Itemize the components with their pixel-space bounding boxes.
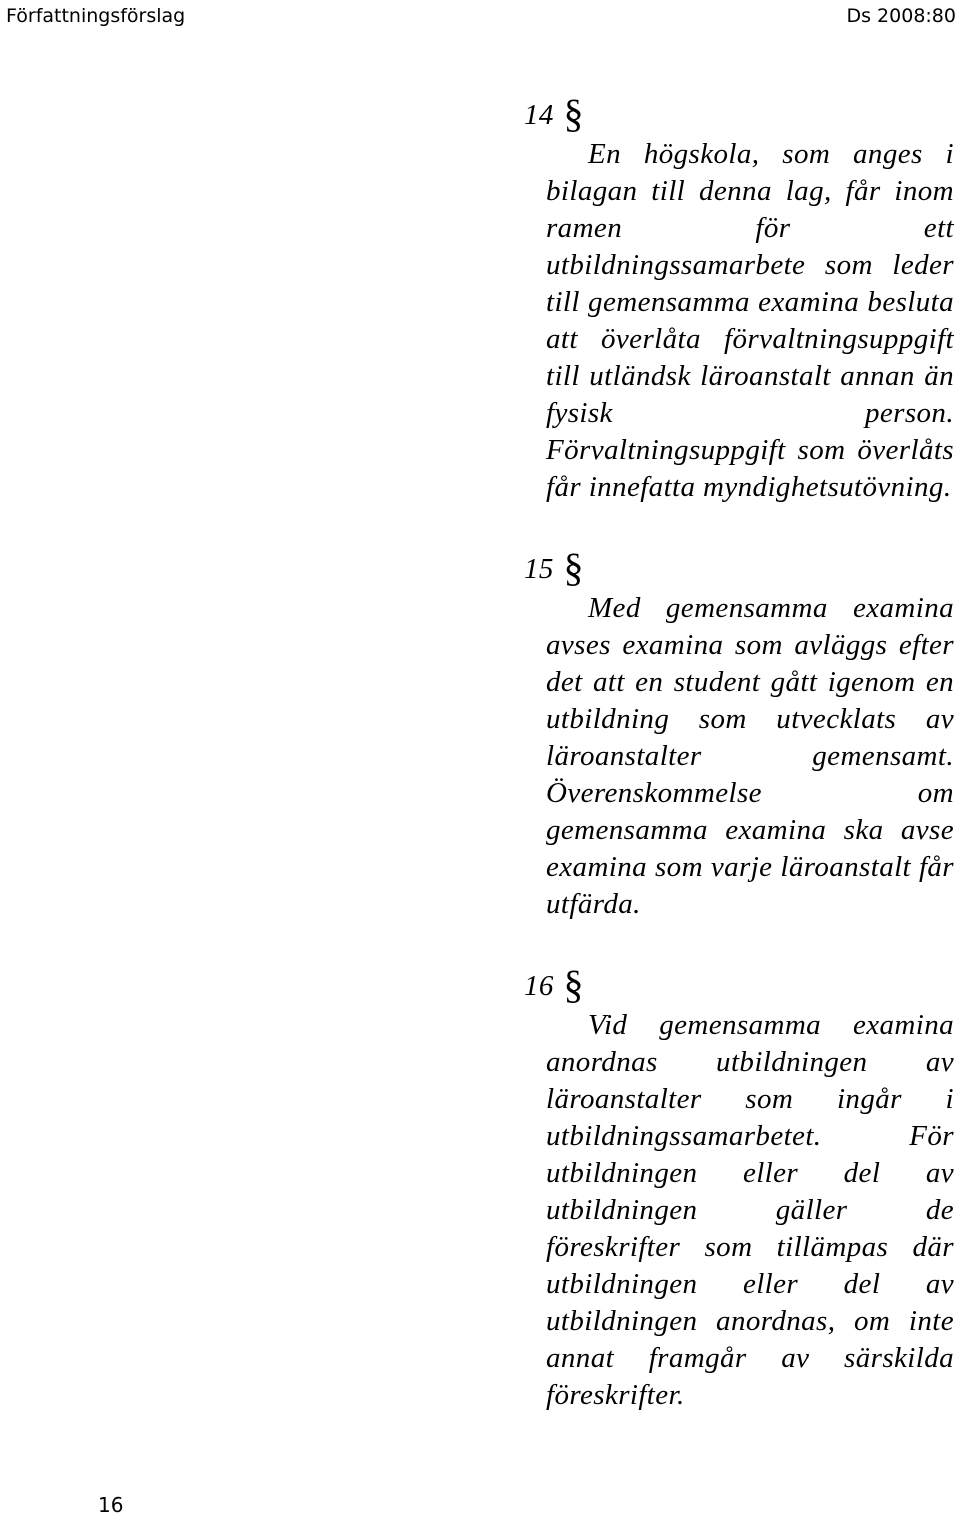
paragraph-text: Med gemensamma examina avses examina som avläggs efter det att en student gått igenom en utbildning som utvecklats av läroanstalter gemensamt. Överenskommelse om gemensamma examina ska avse examina som varje läroanstalt får utfärda. (546, 592, 954, 920)
paragraph-number-value: 16 (524, 970, 554, 1002)
section-sign-icon: § (563, 545, 584, 590)
paragraph-number (524, 546, 954, 590)
section-sign-icon: § (563, 962, 584, 1007)
document-reference: Ds 2008:80 (846, 5, 956, 27)
document-type-label: Författningsförslag (6, 5, 186, 27)
law-text-column (524, 92, 954, 1454)
paragraph-number-value: 14 (524, 99, 554, 131)
page-number: 16 (98, 1493, 124, 1517)
paragraph-number (524, 963, 954, 1007)
paragraph-text: Vid gemensamma examina anordnas utbildningen av läroanstalter som ingår i utbildningssamarbetet. För utbildningen eller del av utbildningen gäller de föreskrifter som tillämpas där utbildningen eller del av utbildningen anordnas, om inte annat framgår av särskilda föreskrifter. (546, 1009, 954, 1411)
paragraph-number (524, 92, 954, 136)
paragraph-number-value: 15 (524, 553, 554, 585)
paragraph-15 (524, 546, 954, 923)
page-header (0, 0, 960, 32)
paragraph-text: En högskola, som anges i bilagan till denna lag, får inom ramen för ett utbildningssamarbete som leder till gemensamma examina besluta att överlåta förvaltningsuppgift till utländsk läroanstalt annan än fysisk person. Förvaltningsuppgift som överlåts får innefatta myndighetsutövning. (546, 138, 954, 503)
paragraph-14 (524, 92, 954, 506)
section-sign-icon: § (563, 91, 584, 136)
paragraph-16 (524, 963, 954, 1414)
